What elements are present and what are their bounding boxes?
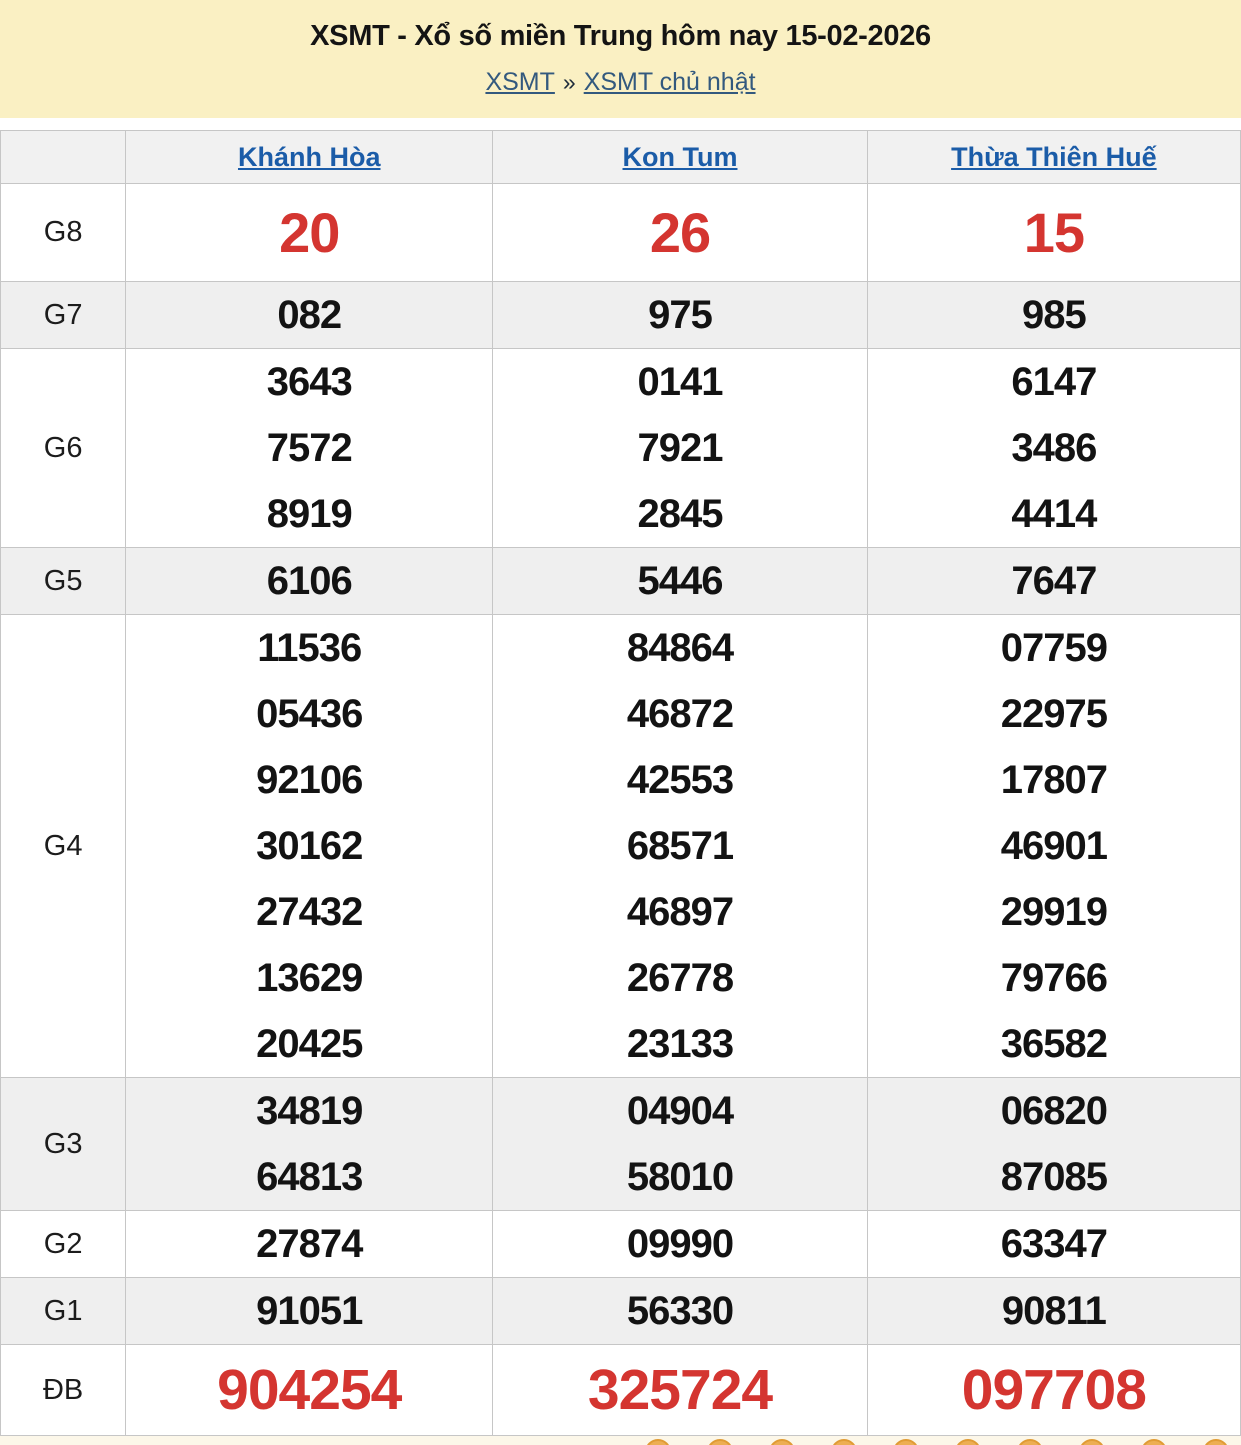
prize-cell-g7-0 — [126, 282, 493, 349]
prize-number: 17807 — [1000, 758, 1107, 802]
prize-number: 46901 — [1000, 824, 1107, 868]
page-title: XSMT - Xổ số miền Trung hôm nay 15-02-2026 — [310, 20, 931, 53]
prize-number: 68571 — [626, 824, 734, 868]
province-header-cell — [493, 131, 867, 184]
prize-cell-g3-0 — [126, 1078, 493, 1211]
prize-number: 22975 — [1000, 692, 1107, 736]
prize-cell-g6-0 — [126, 349, 493, 548]
prize-row-g2 — [1, 1211, 1241, 1278]
prize-cell-db-0 — [126, 1345, 493, 1436]
prize-number: 15 — [1023, 201, 1085, 264]
prize-number: 3486 — [1011, 426, 1097, 470]
prize-number: 79766 — [1000, 956, 1107, 1000]
prize-number: 11536 — [257, 626, 362, 670]
prize-cell-g4-0 — [126, 615, 493, 1078]
prize-number: 36582 — [1000, 1022, 1107, 1066]
prize-number: 097708 — [961, 1358, 1146, 1422]
prize-row-g6 — [1, 349, 1241, 548]
prize-label-g2: G2 — [1, 1211, 126, 1278]
prize-number: 27432 — [256, 890, 363, 934]
prize-number: 46872 — [626, 692, 734, 736]
partial-dot-icon — [1203, 1439, 1229, 1445]
partial-dot-icon — [1141, 1439, 1167, 1445]
results-table — [0, 130, 1241, 1436]
prize-label-g7: G7 — [1, 282, 126, 349]
prize-number: 90811 — [1001, 1289, 1106, 1333]
prize-row-g4 — [1, 615, 1241, 1078]
prize-number: 7647 — [1011, 559, 1097, 603]
prize-number: 23133 — [626, 1022, 734, 1066]
partial-dot-icon — [1017, 1439, 1043, 1445]
next-section-partial — [0, 1436, 1241, 1445]
prize-number: 27874 — [256, 1222, 363, 1266]
results-table-body — [1, 184, 1241, 1436]
prize-cell-g3-2 — [867, 1078, 1240, 1211]
prize-cell-g2-1 — [493, 1211, 867, 1278]
prize-cell-g8-2 — [867, 184, 1240, 282]
prize-cell-g8-0 — [126, 184, 493, 282]
prize-cell-g1-0 — [126, 1278, 493, 1345]
prize-cell-g4-2 — [867, 615, 1240, 1078]
prize-number: 6106 — [266, 559, 352, 603]
partial-dot-icon — [707, 1439, 733, 1445]
prize-number: 3643 — [266, 360, 352, 404]
partial-dot-icon — [1079, 1439, 1105, 1445]
province-link-0[interactable]: Khánh Hòa — [237, 141, 381, 172]
prize-cell-g6-2 — [867, 349, 1240, 548]
province-header-cell — [126, 131, 493, 184]
prize-row-g5 — [1, 548, 1241, 615]
prize-number: 34819 — [256, 1089, 363, 1133]
prize-cell-g8-1 — [493, 184, 867, 282]
prize-cell-g5-1 — [493, 548, 867, 615]
prize-number: 985 — [1021, 293, 1086, 337]
prize-cell-g1-2 — [867, 1278, 1240, 1345]
prize-number: 04904 — [626, 1089, 734, 1133]
prize-number: 20 — [279, 201, 340, 264]
prize-number: 975 — [648, 293, 712, 337]
prize-number: 09990 — [626, 1222, 734, 1266]
prize-cell-db-1 — [493, 1345, 867, 1436]
prize-label-g4: G4 — [1, 615, 126, 1078]
prize-cell-g2-2 — [867, 1211, 1240, 1278]
prize-number: 325724 — [587, 1358, 773, 1422]
prize-cell-db-2 — [867, 1345, 1240, 1436]
prize-cell-g2-0 — [126, 1211, 493, 1278]
prize-number: 26 — [649, 201, 711, 264]
province-link-2[interactable]: Thừa Thiên Huế — [951, 141, 1157, 172]
prize-number: 13629 — [256, 956, 363, 1000]
prize-number: 64813 — [256, 1155, 363, 1199]
prize-number: 0141 — [637, 360, 723, 404]
prize-number: 26778 — [626, 956, 734, 1000]
breadcrumb-link-xsmt[interactable]: XSMT — [485, 67, 555, 96]
partial-dot-icon — [955, 1439, 981, 1445]
prize-row-g1 — [1, 1278, 1241, 1345]
prize-label-g1: G1 — [1, 1278, 126, 1345]
prize-row-g3 — [1, 1078, 1241, 1211]
prize-number: 8919 — [266, 492, 352, 536]
province-link-1[interactable]: Kon Tum — [622, 141, 738, 172]
prize-number: 05436 — [256, 692, 363, 736]
prize-number: 2845 — [637, 492, 723, 536]
breadcrumb-separator: » — [562, 68, 576, 95]
prize-number: 082 — [277, 293, 342, 337]
prize-number: 46897 — [626, 890, 734, 934]
prize-number: 4414 — [1011, 492, 1097, 536]
prize-row-g8 — [1, 184, 1241, 282]
prize-label-g3: G3 — [1, 1078, 126, 1211]
prize-row-g7 — [1, 282, 1241, 349]
prize-cell-g5-2 — [867, 548, 1240, 615]
breadcrumb-link-xsmt-sunday[interactable]: XSMT chủ nhật — [583, 67, 756, 96]
prize-number: 84864 — [626, 626, 734, 670]
prize-label-g6: G6 — [1, 349, 126, 548]
prize-number: 20425 — [256, 1022, 363, 1066]
prize-number: 29919 — [1000, 890, 1107, 934]
prize-number: 87085 — [1000, 1155, 1107, 1199]
prize-label-g8: G8 — [1, 184, 126, 282]
partial-dot-icon — [831, 1439, 857, 1445]
breadcrumb — [485, 68, 755, 97]
partial-dot-icon — [893, 1439, 919, 1445]
prize-number: 7572 — [266, 426, 352, 470]
prize-label-db: ĐB — [1, 1345, 126, 1436]
province-header-cell — [867, 131, 1240, 184]
prize-cell-g5-0 — [126, 548, 493, 615]
prize-number: 91051 — [256, 1289, 363, 1333]
prize-number: 92106 — [256, 758, 363, 802]
prize-number: 30162 — [256, 824, 363, 868]
prize-number: 07759 — [1000, 626, 1107, 670]
page-header — [0, 0, 1241, 118]
prize-row-db — [1, 1345, 1241, 1436]
prize-number: 58010 — [626, 1155, 734, 1199]
prize-cell-g4-1 — [493, 615, 867, 1078]
prize-number: 6147 — [1011, 360, 1097, 404]
prize-label-g5: G5 — [1, 548, 126, 615]
corner-cell — [1, 131, 126, 184]
prize-number: 5446 — [637, 559, 723, 603]
prize-cell-g1-1 — [493, 1278, 867, 1345]
prize-cell-g6-1 — [493, 349, 867, 548]
partial-dot-icon — [645, 1439, 671, 1445]
partial-dot-icon — [769, 1439, 795, 1445]
prize-number: 56330 — [626, 1289, 734, 1333]
prize-number: 63347 — [1000, 1222, 1107, 1266]
prize-number: 7921 — [637, 426, 723, 470]
prize-number: 904254 — [217, 1358, 402, 1422]
prize-number: 06820 — [1000, 1089, 1107, 1133]
prize-cell-g3-1 — [493, 1078, 867, 1211]
province-header-row — [1, 131, 1241, 184]
prize-cell-g7-2 — [867, 282, 1240, 349]
prize-cell-g7-1 — [493, 282, 867, 349]
prize-number: 42553 — [626, 758, 734, 802]
